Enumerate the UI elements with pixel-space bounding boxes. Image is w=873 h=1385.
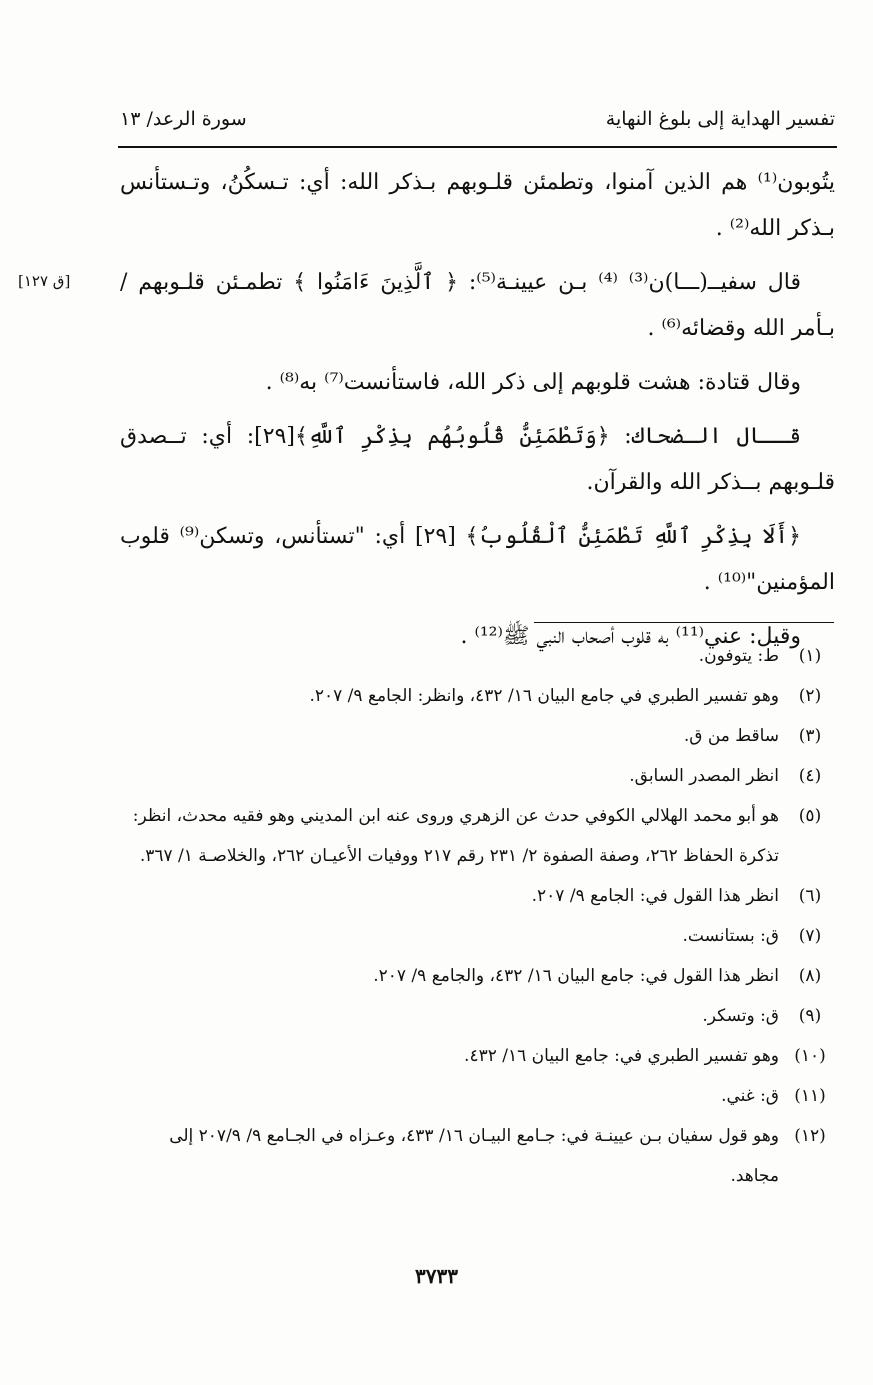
- paragraph: ﴿أَلَا بِذِكْرِ ٱللَّهِ تَطْمَئِنُّ ٱلْقُلُوبُ﴾ [٢٩] أي: "تستأنس، وتسكن⁽⁹⁾ قلوب المؤمنين"⁽¹⁰⁾ .: [120, 524, 835, 595]
- footnote-number: (٢): [798, 686, 822, 706]
- main-text: [120, 160, 835, 668]
- footnote: [120, 1116, 835, 1196]
- footnote-text: ساقط من ق.: [683, 726, 779, 746]
- footnote-text: ق: بستانست.: [682, 926, 779, 946]
- manuscript-margin-note: [ق ١٢٧]: [18, 272, 71, 290]
- paragraph: قــال الـضحاك: ﴿وَتَطْمَئِنُّ قُلُوبُهُم بِذِكْرِ ٱللَّهِ﴾[٢٩]: أي: تــصدق قلـوبهم بــذكر الله والقرآن.: [120, 424, 835, 495]
- footnote-number: (٨): [798, 966, 822, 986]
- footnote-number: (٤): [798, 766, 822, 786]
- footnote-text: ق: وتسكر.: [702, 1006, 779, 1026]
- footnote: [120, 956, 835, 996]
- footnote: [120, 636, 835, 676]
- footnote-text: وهو تفسير الطبري في: جامع البيان ١٦/ ٤٣٢.: [464, 1046, 779, 1066]
- footnote-number: (١١): [794, 1086, 826, 1106]
- footnote: [120, 996, 835, 1036]
- paragraph: وقيل: عني⁽¹¹⁾ به قلوب أصحاب النبي ﷺ⁽¹²⁾ .: [460, 624, 801, 649]
- paragraph: وقال قتادة: هشت قلوبهم إلى ذكر الله، فاستأنست⁽⁷⁾ به⁽⁸⁾ .: [265, 370, 801, 395]
- footnote-number: (٩): [798, 1006, 822, 1026]
- paragraph: يتُوبون⁽¹⁾ هم الذين آمنوا، وتطمئن قلـوبهم بـذكر الله: أي: تـسكُنُ، وتـستأنس بـذكر الله⁽²⁾ .: [120, 170, 835, 241]
- footnote-text: وهو قول سفيان بـن عيينـة في: جـامع البيـان ١٦/ ٤٣٣، وعـزاه في الجـامع ٩/ ٢٠٧/٩ إلى مجاهد.: [169, 1126, 779, 1186]
- book-title: تفسير الهداية إلى بلوغ النهاية: [605, 108, 835, 130]
- footnote: [120, 916, 835, 956]
- footnote: [120, 756, 835, 796]
- footnote-number: (١٢): [794, 1126, 826, 1146]
- footnotes: [120, 636, 835, 1196]
- footnote-text: هو أبو محمد الهلالي الكوفي حدث عن الزهري وروى عنه ابن المديني وهو فقيه محدث، انظر: تذكرة الحفاظ ٢٦٢، وصفة الصفوة ٢/ ٢٣١ رقم ٢١٧ ووفيات الأعيـان ٢٦٢، والخلاصـة ١/ ٣٦٧.: [132, 806, 779, 866]
- footnote: [120, 796, 835, 876]
- running-header: [120, 108, 835, 138]
- footnote-number: (١): [798, 646, 822, 666]
- footnote-text: انظر هذا القول في: جامع البيان ١٦/ ٤٣٢، والجامع ٩/ ٢٠٧.: [373, 966, 779, 986]
- page-number: ٣٧٣٣: [415, 1264, 458, 1288]
- footnote: [120, 876, 835, 916]
- footnote-text: انظر هذا القول في: الجامع ٩/ ٢٠٧.: [531, 886, 779, 906]
- footnote-number: (١٠): [794, 1046, 826, 1066]
- footnote-text: ق: غني.: [721, 1086, 779, 1106]
- footnote: [120, 676, 835, 716]
- footnote-number: (٧): [798, 926, 822, 946]
- footnote-number: (٣): [798, 726, 822, 746]
- footnote-separator: [534, 622, 834, 623]
- footnote-text: انظر المصدر السابق.: [629, 766, 779, 786]
- footnote-number: (٦): [798, 886, 822, 906]
- footnote: [120, 1036, 835, 1076]
- footnote-number: (٥): [798, 806, 822, 826]
- footnote-text: ط: يتوفون.: [698, 646, 779, 666]
- footnote: [120, 716, 835, 756]
- surah-reference: سورة الرعد/ ١٣: [120, 108, 247, 130]
- footnote: [120, 1076, 835, 1116]
- paragraph: قال سفيــ(ـــا)ن⁽³⁾ ⁽⁴⁾ بـن عيينـة⁽⁵⁾: ﴿ ٱلَّذِينَ ءَامَنُوا ﴾ تطمـئن قلـوبهم / بـأمر الله وقضائه⁽⁶⁾ .: [120, 270, 835, 341]
- footnote-text: وهو تفسير الطبري في جامع البيان ١٦/ ٤٣٢، وانظر: الجامع ٩/ ٢٠٧.: [309, 686, 779, 706]
- header-rule: [118, 146, 837, 148]
